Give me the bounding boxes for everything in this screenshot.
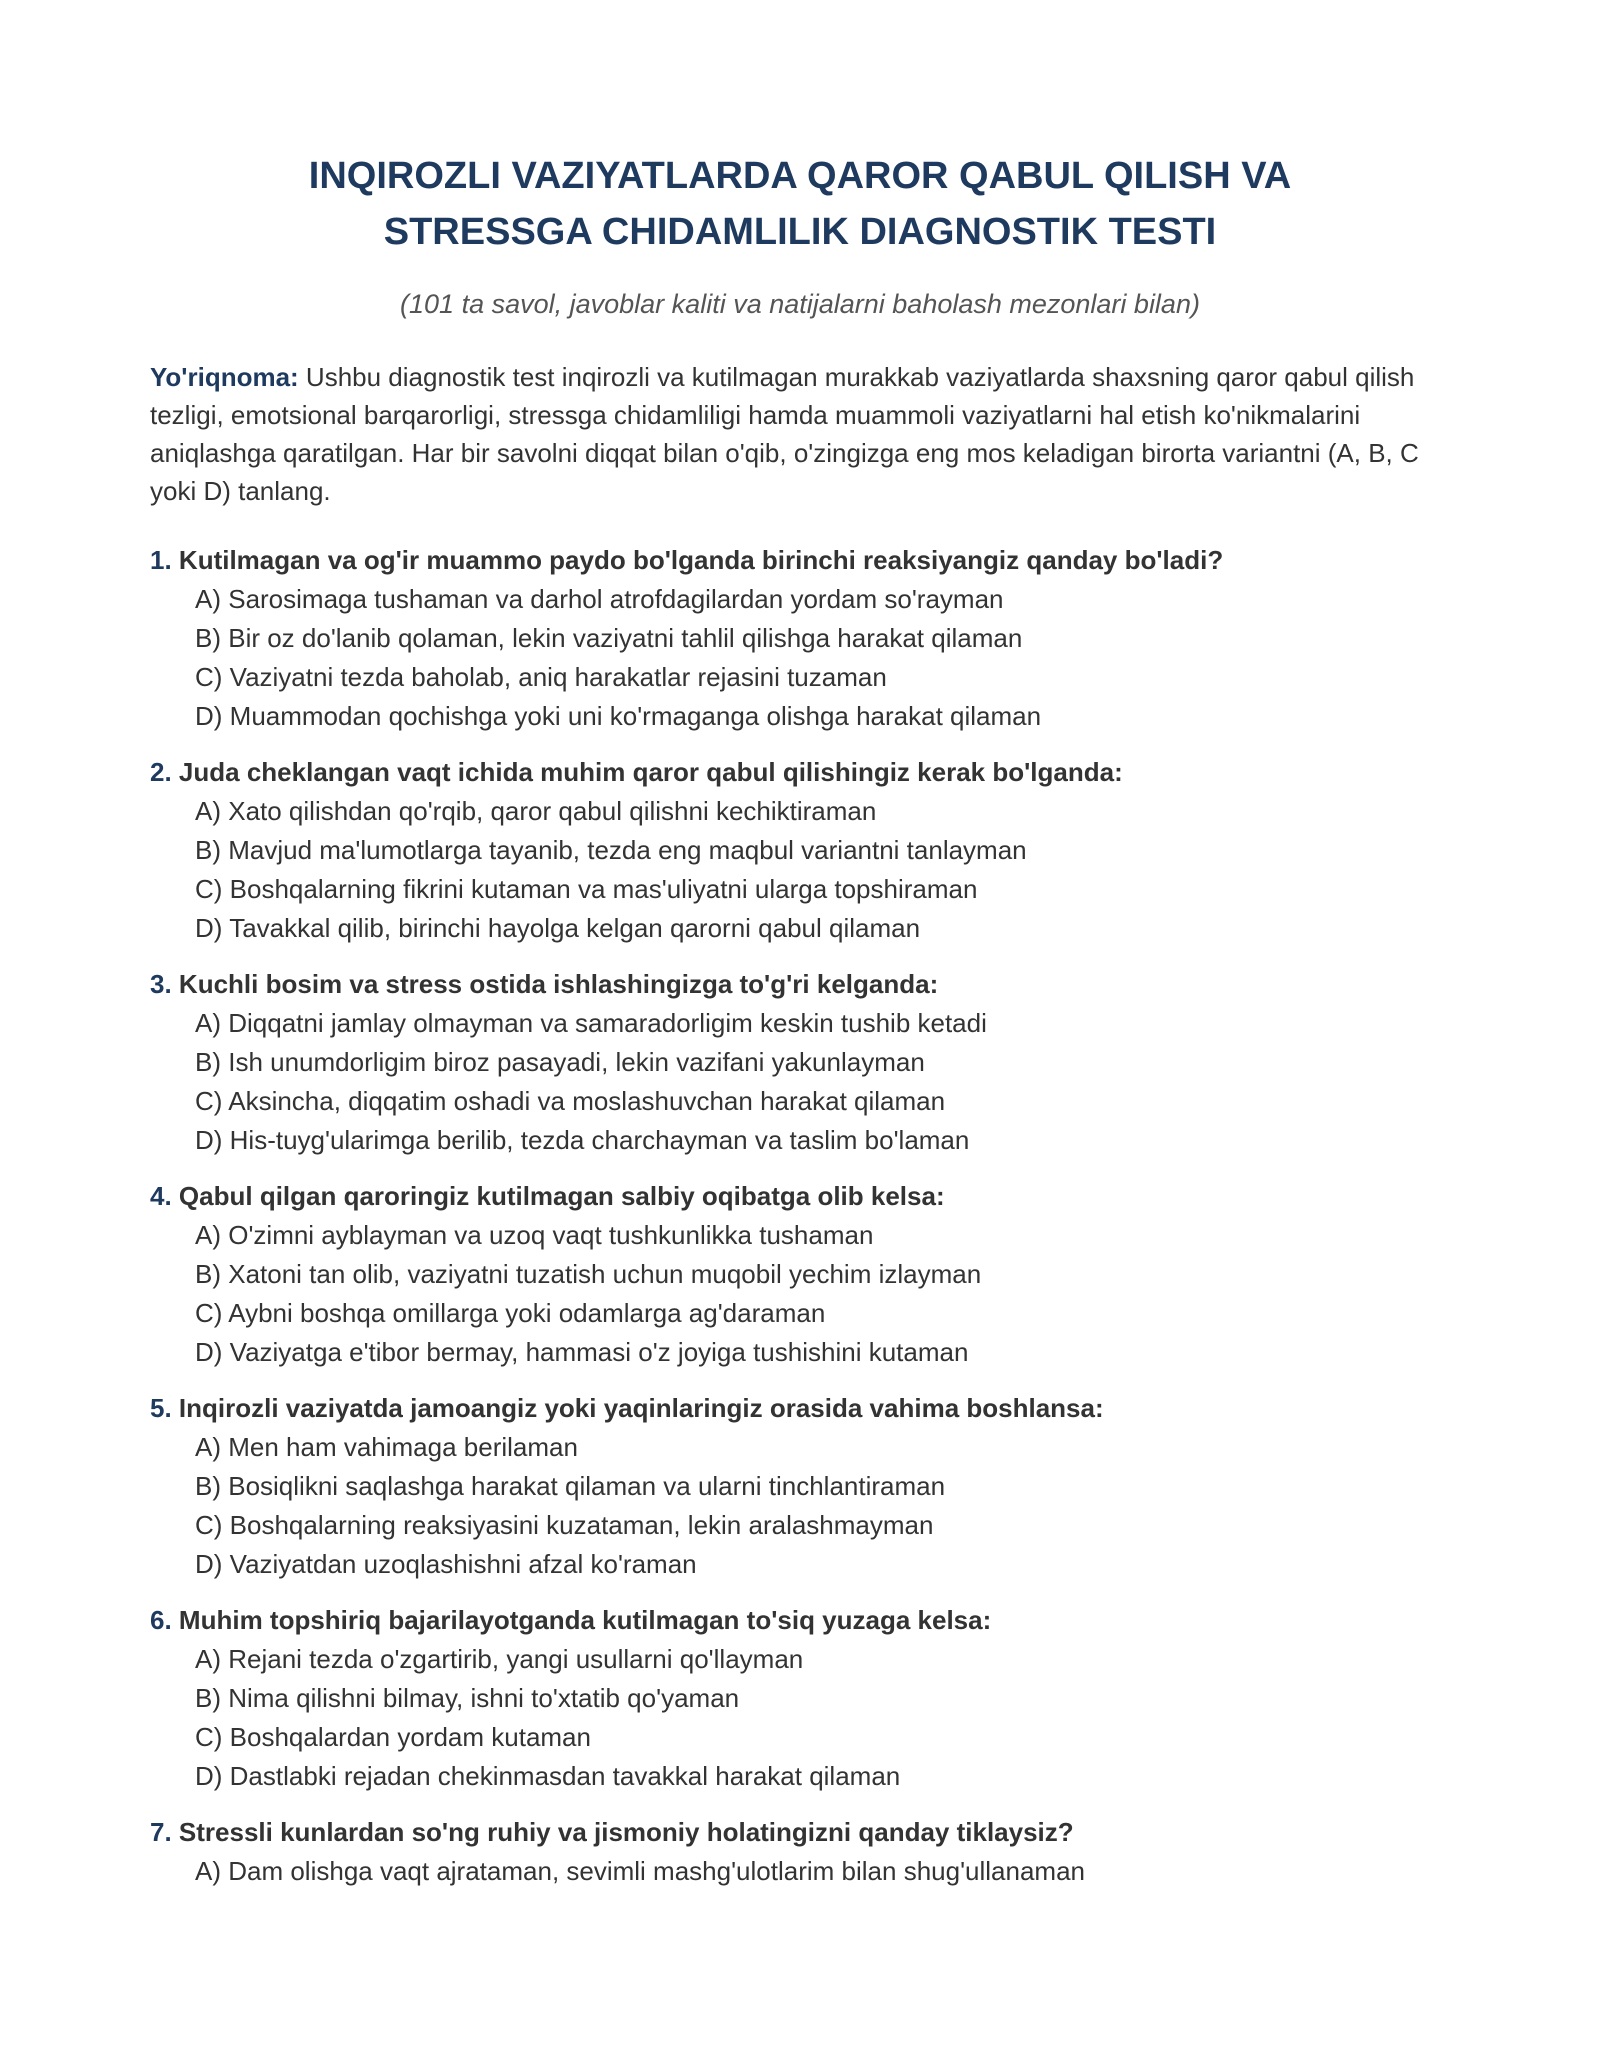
question-label: Inqirozli vaziyatda jamoangiz yoki yaqinlaringiz orasida vahima boshlansa: bbox=[178, 1393, 1104, 1423]
answer-option: D) His-tuyg'ularimga berilib, tezda charchayman va taslim bo'laman bbox=[195, 1125, 970, 1155]
answer-options bbox=[150, 792, 1450, 948]
question-label: Juda cheklangan vaqt ichida muhim qaror qabul qilishingiz kerak bo'lganda: bbox=[178, 757, 1123, 787]
instructions-paragraph bbox=[150, 358, 1450, 510]
answer-option: A) Xato qilishdan qo'rqib, qaror qabul qilishni kechiktiraman bbox=[195, 796, 877, 826]
answer-options bbox=[150, 580, 1450, 736]
document-subtitle: (101 ta savol, javoblar kaliti va natijalarni baholash mezonlari bilan) bbox=[400, 289, 1200, 319]
question-text bbox=[150, 964, 1450, 1004]
question-number: 6. bbox=[150, 1605, 172, 1635]
answer-option: D) Muammodan qochishga yoki uni ko'rmaganga olishga harakat qilaman bbox=[195, 701, 1042, 731]
title-line-1: INQIROZLI VAZIYATLARDA QAROR QABUL QILISH VA bbox=[308, 155, 1292, 197]
question-item bbox=[150, 1812, 1450, 1891]
answer-options bbox=[150, 1004, 1450, 1160]
instructions-label: Yo'riqnoma: bbox=[150, 362, 299, 392]
question-label: Stressli kunlardan so'ng ruhiy va jismoniy holatingizni qanday tiklaysiz? bbox=[178, 1817, 1074, 1847]
question-text bbox=[150, 1600, 1450, 1640]
question-item bbox=[150, 1600, 1450, 1796]
question-text bbox=[150, 1176, 1450, 1216]
answer-option: A) O'zimni ayblayman va uzoq vaqt tushkunlikka tushaman bbox=[195, 1220, 874, 1250]
question-number: 5. bbox=[150, 1393, 172, 1423]
answer-option: B) Xatoni tan olib, vaziyatni tuzatish uchun muqobil yechim izlayman bbox=[195, 1259, 982, 1289]
answer-option: D) Vaziyatdan uzoqlashishni afzal ko'raman bbox=[195, 1549, 697, 1579]
answer-option: A) Rejani tezda o'zgartirib, yangi usullarni qo'llayman bbox=[195, 1644, 804, 1674]
answer-option: A) Diqqatni jamlay olmayman va samaradorligim keskin tushib ketadi bbox=[195, 1008, 987, 1038]
answer-option: D) Tavakkal qilib, birinchi hayolga kelgan qarorni qabul qilaman bbox=[195, 913, 921, 943]
answer-option: B) Bir oz do'lanib qolaman, lekin vaziyatni tahlil qilishga harakat qilaman bbox=[195, 623, 1023, 653]
answer-options bbox=[150, 1216, 1450, 1372]
question-number: 1. bbox=[150, 545, 172, 575]
answer-option: A) Dam olishga vaqt ajrataman, sevimli mashg'ulotlarim bilan shug'ullanaman bbox=[195, 1856, 1086, 1886]
question-item bbox=[150, 752, 1450, 948]
answer-option: D) Dastlabki rejadan chekinmasdan tavakkal harakat qilaman bbox=[195, 1761, 901, 1791]
document-title bbox=[150, 148, 1450, 260]
question-number: 4. bbox=[150, 1181, 172, 1211]
question-number: 2. bbox=[150, 757, 172, 787]
answer-option: A) Men ham vahimaga berilaman bbox=[195, 1432, 578, 1462]
question-item bbox=[150, 1388, 1450, 1584]
instructions-text: Ushbu diagnostik test inqirozli va kutilmagan murakkab vaziyatlarda shaxsning qaror qabul qilish tezligi, emotsional barqarorligi, stressga chidamliligi hamda muammoli vaziyatlarni hal etish ko'nikmalarini aniqlashga qaratilgan. Har bir savolni diqqat bilan o'qib, o'zingizga eng mos keladigan birorta variantni (A, B, C yoki D) tanlang. bbox=[150, 362, 1419, 506]
question-number: 3. bbox=[150, 969, 172, 999]
answer-option: B) Ish unumdorligim biroz pasayadi, lekin vazifani yakunlayman bbox=[195, 1047, 925, 1077]
answer-option: C) Aksincha, diqqatim oshadi va moslashuvchan harakat qilaman bbox=[195, 1086, 946, 1116]
answer-options bbox=[150, 1852, 1450, 1891]
answer-option: C) Boshqalarning fikrini kutaman va mas'uliyatni ularga topshiraman bbox=[195, 874, 978, 904]
question-label: Kuchli bosim va stress ostida ishlashingizga to'g'ri kelganda: bbox=[178, 969, 939, 999]
answer-option: B) Nima qilishni bilmay, ishni to'xtatib qo'yaman bbox=[195, 1683, 740, 1713]
question-item bbox=[150, 1176, 1450, 1372]
question-text bbox=[150, 1388, 1450, 1428]
question-text bbox=[150, 540, 1450, 580]
question-number: 7. bbox=[150, 1817, 172, 1847]
question-label: Qabul qilgan qaroringiz kutilmagan salbiy oqibatga olib kelsa: bbox=[178, 1181, 945, 1211]
answer-options bbox=[150, 1640, 1450, 1796]
question-label: Kutilmagan va og'ir muammo paydo bo'lganda birinchi reaksiyangiz qanday bo'ladi? bbox=[178, 545, 1224, 575]
question-text bbox=[150, 1812, 1450, 1852]
answer-option: C) Boshqalardan yordam kutaman bbox=[195, 1722, 591, 1752]
question-item bbox=[150, 964, 1450, 1160]
answer-option: D) Vaziyatga e'tibor bermay, hammasi o'z joyiga tushishini kutaman bbox=[195, 1337, 969, 1367]
question-item bbox=[150, 540, 1450, 736]
answer-option: A) Sarosimaga tushaman va darhol atrofdagilardan yordam so'rayman bbox=[195, 584, 1004, 614]
question-list bbox=[150, 540, 1450, 1891]
answer-option: C) Vaziyatni tezda baholab, aniq harakatlar rejasini tuzaman bbox=[195, 662, 887, 692]
answer-option: C) Boshqalarning reaksiyasini kuzataman, lekin aralashmayman bbox=[195, 1510, 934, 1540]
question-text bbox=[150, 752, 1450, 792]
answer-option: B) Mavjud ma'lumotlarga tayanib, tezda eng maqbul variantni tanlayman bbox=[195, 835, 1027, 865]
title-line-2: STRESSGA CHIDAMLILIK DIAGNOSTIK TESTI bbox=[383, 211, 1217, 253]
answer-option: B) Bosiqlikni saqlashga harakat qilaman va ularni tinchlantiraman bbox=[195, 1471, 946, 1501]
question-label: Muhim topshiriq bajarilayotganda kutilmagan to'siq yuzaga kelsa: bbox=[178, 1605, 992, 1635]
answer-options bbox=[150, 1428, 1450, 1584]
answer-option: C) Aybni boshqa omillarga yoki odamlarga ag'daraman bbox=[195, 1298, 826, 1328]
